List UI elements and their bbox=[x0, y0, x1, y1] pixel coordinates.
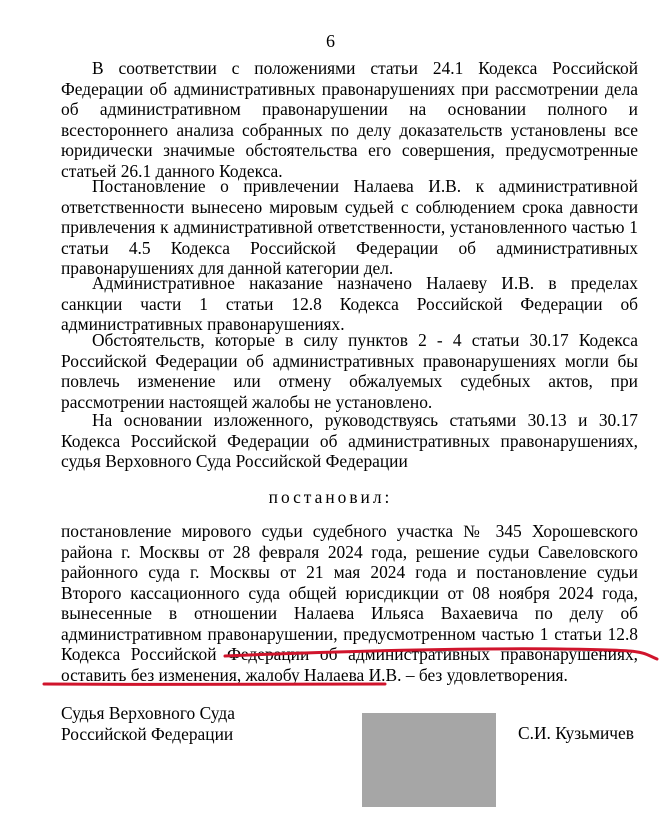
page-number: 6 bbox=[326, 31, 335, 51]
paragraph-legal-basis: В соответствии с положениями статьи 24.1 Кодекса Российской Федерации об административных правонарушениях при рассмотрении дела об административном правонарушении на основании полного и всестороннего анализа собранных по делу доказательств установлены все юридически значимые обстоятельства его совершения, предусмотренные статьей 26.1 данного Кодекса. bbox=[61, 58, 638, 181]
signature-title bbox=[61, 703, 235, 744]
red-underline-stroke-upper bbox=[225, 649, 657, 659]
judge-name: С.И. Кузьмичев bbox=[518, 723, 634, 743]
paragraph-ruling: постановление мирового судьи судебного участка № 345 Хорошевского района г. Москвы от 28 февраля 2024 года, решение судьи Савеловского районного суда г. Москвы от 21 мая 2024 года и постановление судьи Второго кассационного суда общей юрисдикции от 08 ноября 2024 года, вынесенные в отношении Налаева Ильяса Вахаевича по делу об административном правонарушении, предусмотренном частью 1 статьи 12.8 Кодекса Российской Федерации об административных правонарушениях, оставить без изменения, жалобу Налаева И.В. – без удовлетворения. bbox=[61, 521, 638, 685]
paragraph-limitation-period: Постановление о привлечении Налаева И.В. к административной ответственности вынесено мировым судьей с соблюдением срока давности привлечения к административной ответственности, установленного частью 1 статьи 4.5 Кодекса Российской Федерации об административных правонарушениях для данной категории дел. bbox=[61, 176, 638, 278]
paragraph-based-on: На основании изложенного, руководствуясь статьями 30.13 и 30.17 Кодекса Российской Федерации об административных правонарушениях, судья Верховного Суда Российской Федерации bbox=[61, 410, 638, 471]
decision-heading: постановил: bbox=[268, 487, 393, 507]
redacted-signature-block bbox=[362, 713, 496, 807]
signature-title-line-1: Судья Верховного Суда bbox=[61, 703, 235, 723]
paragraph-penalty: Административное наказание назначено Налаеву И.В. в пределах санкции части 1 статьи 12.8 Кодекса Российской Федерации об административных правонарушениях. bbox=[61, 273, 638, 334]
red-underline-marking bbox=[40, 638, 661, 690]
paragraph-no-grounds: Обстоятельств, которые в силу пунктов 2 - 4 статьи 30.17 Кодекса Российской Федерации об административных правонарушениях могли бы повлечь изменение или отмену обжалуемых судебных актов, при рассмотрении настоящей жалобы не установлено. bbox=[61, 330, 638, 412]
signature-title-line-2: Российской Федерации bbox=[61, 723, 234, 744]
